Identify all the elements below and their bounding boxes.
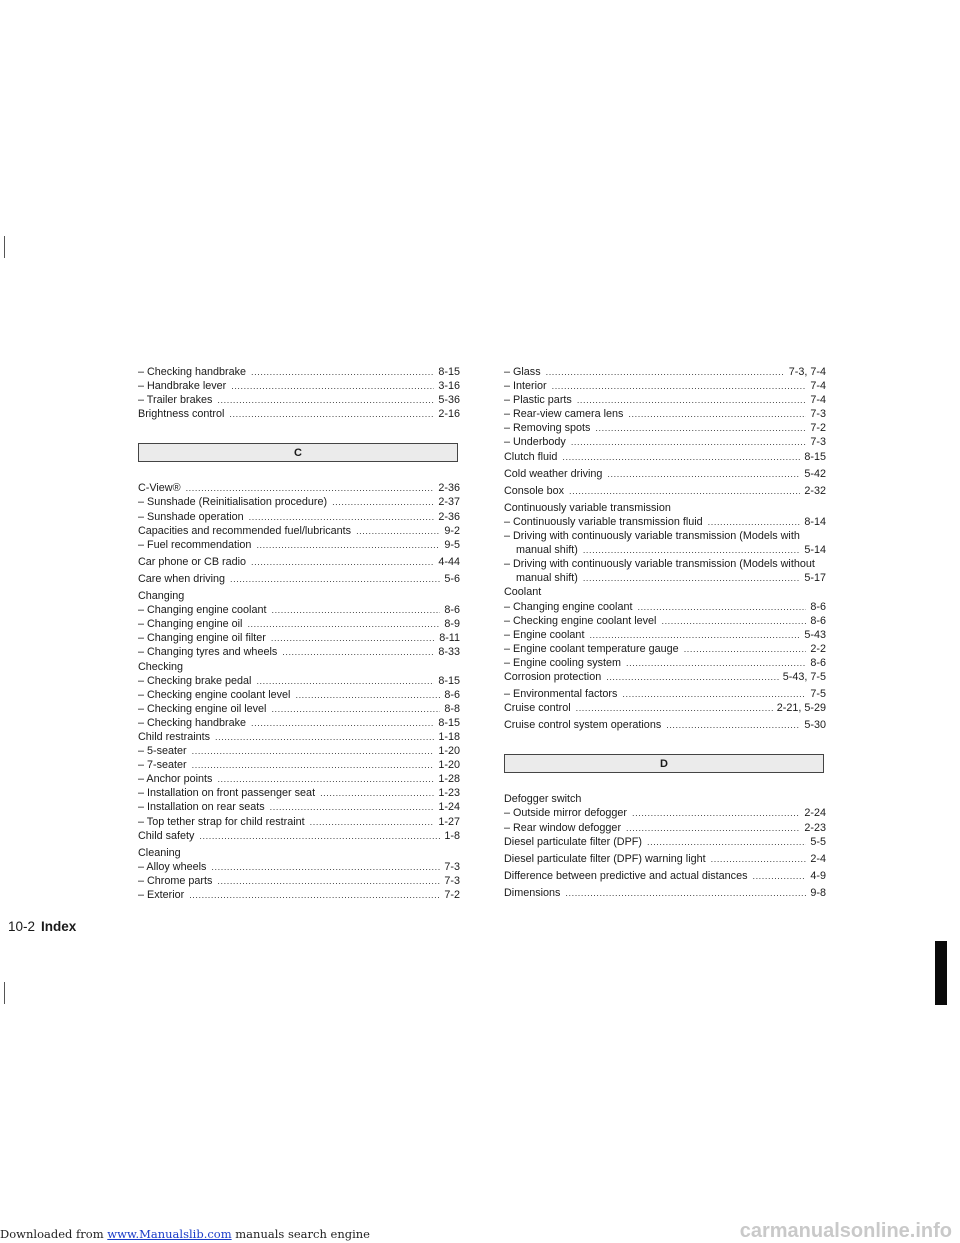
index-entry [504, 484, 826, 498]
entry-page-ref: 8-9 [444, 618, 460, 631]
index-entry [138, 481, 460, 495]
entry-text: – Handbrake lever [138, 380, 227, 393]
index-entry [138, 702, 460, 716]
leader-dots [565, 886, 806, 900]
index-entry [138, 786, 460, 800]
leader-dots [186, 481, 435, 495]
section-tab-marker [935, 941, 947, 1005]
index-entry [138, 538, 460, 552]
index-entry [504, 435, 826, 449]
entry-page-ref: 3-16 [438, 380, 460, 393]
entry-page-ref: 7-3 [444, 860, 460, 873]
index-entry [504, 670, 826, 684]
index-entry [138, 744, 460, 758]
index-entry [504, 614, 826, 628]
index-entry [138, 758, 460, 772]
entry-text: – 7-seater [138, 759, 187, 772]
entry-text: – Top tether strap for child restraint [138, 815, 305, 828]
leader-dots [589, 628, 800, 642]
index-entry [504, 467, 826, 481]
entry-page-ref: 5-5 [810, 835, 826, 848]
leader-dots [211, 860, 440, 874]
leader-dots [271, 603, 440, 617]
entry-text: – Changing engine coolant [504, 600, 633, 613]
index-heading [504, 501, 826, 515]
index-entry [138, 407, 460, 421]
index-entry [138, 815, 460, 829]
index-entry [138, 365, 460, 379]
index-entry [138, 772, 460, 786]
entry-text: Child safety [138, 829, 195, 842]
index-heading [504, 557, 826, 571]
leader-dots [752, 869, 806, 883]
entry-text: – Driving with continuously variable transmission (Models with [504, 530, 800, 543]
leader-dots [708, 515, 801, 529]
entry-text: – Checking engine coolant level [138, 688, 291, 701]
leader-dots [626, 656, 806, 670]
leader-dots [247, 617, 440, 631]
entry-text: Care when driving [138, 572, 226, 585]
leader-dots [569, 484, 800, 498]
leader-dots [622, 687, 806, 701]
leader-dots [230, 572, 440, 586]
leader-dots [661, 614, 806, 628]
entry-text: Continuously variable transmission [504, 501, 671, 514]
index-entry [504, 450, 826, 464]
crop-mark [4, 236, 5, 258]
watermark-text: carmanualsonline.info [739, 1220, 952, 1242]
leader-dots [628, 407, 806, 421]
entry-text: – Checking handbrake [138, 366, 247, 378]
index-entry [504, 886, 826, 900]
entry-page-ref: 2-32 [804, 484, 826, 497]
entry-text: – Engine coolant [504, 628, 585, 641]
entry-page-ref: 8-14 [804, 515, 826, 528]
index-entry [138, 860, 460, 874]
entry-page-ref: 7-3 [810, 408, 826, 421]
entry-text: – Anchor points [138, 773, 213, 786]
entry-text: – 5-seater [138, 745, 187, 758]
entry-page-ref: 2-2 [810, 642, 826, 655]
banner-suffix: manuals search engine [231, 1227, 370, 1241]
index-entry [504, 718, 826, 732]
leader-dots [229, 407, 434, 421]
entry-text: – Trailer brakes [138, 394, 213, 407]
entry-text: – Engine cooling system [504, 656, 622, 669]
leader-dots [546, 365, 785, 379]
entry-text: – Continuously variable transmission fluid [504, 515, 703, 528]
entry-text: Defogger switch [504, 793, 582, 806]
leader-dots [271, 631, 435, 645]
leader-dots [295, 688, 440, 702]
index-entry [138, 688, 460, 702]
entry-text: – Alloy wheels [138, 860, 207, 873]
index-entry [138, 510, 460, 524]
entry-text: Difference between predictive and actual distances [504, 869, 748, 882]
entry-text: – Chrome parts [138, 874, 213, 887]
index-entry [504, 835, 826, 849]
entry-page-ref: 2-24 [804, 807, 826, 820]
leader-dots [626, 821, 800, 835]
entry-text: – Glass [504, 366, 541, 378]
index-entry [138, 603, 460, 617]
entry-text: – Changing engine oil [138, 618, 243, 631]
entry-text: Checking [138, 660, 184, 673]
leader-dots [632, 806, 800, 820]
leader-dots [552, 379, 807, 393]
entry-page-ref: 8-6 [444, 688, 460, 701]
entry-page-ref: 1-18 [438, 730, 460, 743]
entry-text: – Fuel recommendation [138, 538, 252, 551]
entry-page-ref: 1-24 [438, 801, 460, 814]
entry-text: Cruise control system operations [504, 719, 662, 732]
leader-dots [606, 670, 779, 684]
entry-text: – Rear-view camera lens [504, 408, 624, 421]
entry-page-ref: 5-14 [804, 544, 826, 557]
leader-dots [684, 642, 807, 656]
entry-text: Corrosion protection [504, 670, 602, 683]
entry-text: Coolant [504, 586, 542, 599]
index-entry [504, 365, 826, 379]
entry-text: – Changing tyres and wheels [138, 646, 278, 659]
index-heading [138, 589, 460, 603]
index-heading [504, 529, 826, 543]
entry-text: – Interior [504, 380, 547, 393]
entry-page-ref: 8-15 [438, 716, 460, 729]
index-heading [504, 585, 826, 599]
entry-page-ref: 8-11 [439, 632, 460, 645]
entry-text: Cruise control [504, 702, 571, 715]
entry-text: Clutch fluid [504, 450, 558, 463]
index-entry [504, 642, 826, 656]
leader-dots [666, 718, 800, 732]
leader-dots [217, 393, 434, 407]
entry-page-ref: 7-4 [810, 380, 826, 393]
entry-page-ref: 1-28 [438, 773, 460, 786]
index-entry [138, 379, 460, 393]
leader-dots [332, 495, 434, 509]
entry-page-ref: 9-2 [444, 524, 460, 537]
crop-mark [4, 982, 5, 1004]
entry-text: – Outside mirror defogger [504, 807, 628, 820]
leader-dots [192, 744, 435, 758]
index-entry [504, 543, 826, 557]
entry-text: Diesel particulate filter (DPF) warning light [504, 852, 706, 865]
index-entry [138, 495, 460, 509]
index-entry [138, 524, 460, 538]
leader-dots [711, 852, 807, 866]
index-entry [504, 701, 826, 715]
leader-dots [607, 467, 800, 481]
entry-page-ref: 7-4 [810, 394, 826, 407]
entry-page-ref: 5-43 [804, 628, 826, 641]
entry-page-ref: 7-3 [444, 874, 460, 887]
entry-text: Diesel particulate filter (DPF) [504, 835, 642, 848]
entry-text: – Engine coolant temperature gauge [504, 642, 679, 655]
index-entry [504, 515, 826, 529]
entry-text: – Removing spots [504, 422, 591, 435]
section-letter-header: D [504, 754, 824, 773]
index-column-left [138, 365, 460, 902]
leader-dots [595, 421, 806, 435]
index-entry [504, 869, 826, 883]
entry-text: Cold weather driving [504, 467, 603, 480]
index-entry [504, 571, 826, 585]
index-entry [138, 645, 460, 659]
entry-page-ref: 8-15 [438, 674, 460, 687]
entry-page-ref: 4-9 [810, 869, 826, 882]
index-heading [138, 660, 460, 674]
entry-page-ref: 1-20 [438, 759, 460, 772]
leader-dots [189, 888, 440, 902]
index-entry [504, 600, 826, 614]
entry-text: – Driving with continuously variable transmission (Models without [504, 558, 815, 571]
entry-text: Dimensions [504, 886, 561, 899]
leader-dots [282, 645, 434, 659]
entry-text: – Changing engine coolant [138, 604, 267, 617]
index-entry [138, 874, 460, 888]
leader-dots [310, 815, 435, 829]
entry-page-ref: 7-3 [810, 436, 826, 449]
entry-page-ref: 4-44 [438, 555, 460, 568]
leader-dots [576, 701, 773, 715]
entry-text: – Installation on rear seats [138, 801, 265, 814]
index-entry [504, 806, 826, 820]
index-entry [138, 555, 460, 569]
entry-text: Brightness control [138, 408, 225, 421]
entry-text: – Rear window defogger [504, 821, 622, 834]
entry-text: Console box [504, 484, 565, 497]
leader-dots [271, 702, 440, 716]
index-entry [504, 628, 826, 642]
entry-text: – Installation on front passenger seat [138, 787, 316, 800]
leader-dots [217, 772, 434, 786]
index-entry [504, 656, 826, 670]
leader-dots [270, 800, 435, 814]
index-entry [138, 800, 460, 814]
index-entry [504, 379, 826, 393]
entry-text: – Plastic parts [504, 394, 572, 407]
entry-text: Capacities and recommended fuel/lubricants [138, 524, 352, 537]
index-entry [504, 821, 826, 835]
entry-page-ref: 2-23 [804, 821, 826, 834]
index-entry [138, 716, 460, 730]
entry-text: – Changing engine oil filter [138, 632, 266, 645]
index-entry [138, 829, 460, 843]
leader-dots [356, 524, 440, 538]
leader-dots [251, 555, 434, 569]
entry-page-ref: 9-5 [444, 538, 460, 551]
entry-page-ref: 8-6 [444, 604, 460, 617]
index-entry [138, 393, 460, 407]
banner-prefix: Downloaded from [0, 1227, 108, 1241]
index-entry [138, 730, 460, 744]
section-label: Index [41, 919, 77, 934]
leader-dots [583, 571, 801, 585]
entry-page-ref: 1-20 [438, 745, 460, 758]
entry-page-ref: 5-42 [804, 467, 826, 480]
entry-text: – Checking engine coolant level [504, 614, 657, 627]
leader-dots [637, 600, 806, 614]
entry-text: – Checking engine oil level [138, 702, 267, 715]
entry-text: – Sunshade operation [138, 510, 244, 523]
section-letter-header: C [138, 443, 458, 462]
leader-dots [256, 538, 440, 552]
entry-page-ref: 8-33 [438, 646, 460, 659]
leader-dots [251, 365, 434, 379]
entry-page-ref: 8-6 [810, 600, 826, 613]
index-entry [504, 852, 826, 866]
leader-dots [320, 786, 434, 800]
manualslib-link[interactable]: www.Manualslib.com [107, 1227, 232, 1241]
leader-dots [217, 874, 440, 888]
index-column-right [504, 365, 826, 900]
index-entry [138, 674, 460, 688]
entry-page-ref: 2-36 [438, 510, 460, 523]
index-entry [504, 687, 826, 701]
entry-page-ref: 1-27 [438, 815, 460, 828]
entry-page-ref: 5-30 [804, 719, 826, 732]
entry-page-ref: 8-8 [444, 702, 460, 715]
index-entry [504, 393, 826, 407]
page-number: 10-2 [8, 919, 36, 934]
entry-page-ref: 5-6 [444, 572, 460, 585]
entry-text: Changing [138, 590, 185, 603]
entry-page-ref: 7-5 [810, 688, 826, 701]
leader-dots [583, 543, 801, 557]
page-footer [8, 919, 76, 934]
entry-page-ref: 1-8 [444, 829, 460, 842]
entry-page-ref: 2-16 [438, 408, 460, 421]
entry-text: – Checking handbrake [138, 716, 247, 729]
entry-page-ref: 2-4 [810, 852, 826, 865]
entry-text: – Exterior [138, 889, 185, 901]
entry-text: manual shift) [516, 544, 578, 557]
entry-page-ref: 5-43, 7-5 [782, 670, 826, 683]
entry-page-ref: 9-8 [810, 886, 826, 899]
entry-page-ref: 2-36 [438, 482, 460, 495]
leader-dots [647, 835, 806, 849]
entry-page-ref: 2-37 [438, 496, 460, 509]
entry-text: manual shift) [516, 572, 578, 585]
entry-page-ref: 7-2 [444, 889, 460, 901]
entry-text: – Environmental factors [504, 688, 618, 701]
entry-page-ref: 8-6 [810, 656, 826, 669]
entry-text: Car phone or CB radio [138, 555, 247, 568]
index-entry [138, 617, 460, 631]
entry-text: C-View® [138, 482, 181, 495]
entry-text: Child restraints [138, 730, 211, 743]
entry-page-ref: 8-15 [804, 450, 826, 463]
entry-text: – Underbody [504, 436, 566, 449]
entry-page-ref: 7-3, 7-4 [788, 366, 826, 378]
leader-dots [231, 379, 434, 393]
entry-page-ref: 1-23 [438, 787, 460, 800]
index-entry [504, 407, 826, 421]
leader-dots [562, 450, 800, 464]
entry-text: – Sunshade (Reinitialisation procedure) [138, 496, 328, 509]
leader-dots [251, 716, 434, 730]
leader-dots [199, 829, 440, 843]
index-heading [138, 846, 460, 860]
index-entry [138, 888, 460, 902]
leader-dots [577, 393, 807, 407]
index-entry [138, 572, 460, 586]
entry-page-ref: 5-36 [438, 394, 460, 407]
index-entry [138, 631, 460, 645]
leader-dots [249, 510, 435, 524]
index-entry [504, 421, 826, 435]
entry-text: Cleaning [138, 846, 181, 859]
index-heading [504, 792, 826, 806]
leader-dots [215, 730, 434, 744]
leader-dots [192, 758, 435, 772]
leader-dots [571, 435, 807, 449]
entry-page-ref: 8-6 [810, 614, 826, 627]
leader-dots [256, 674, 434, 688]
entry-text: – Checking brake pedal [138, 674, 252, 687]
entry-page-ref: 7-2 [810, 422, 826, 435]
entry-page-ref: 5-17 [804, 572, 826, 585]
entry-page-ref: 2-21, 5-29 [776, 702, 826, 715]
entry-page-ref: 8-15 [438, 366, 460, 378]
